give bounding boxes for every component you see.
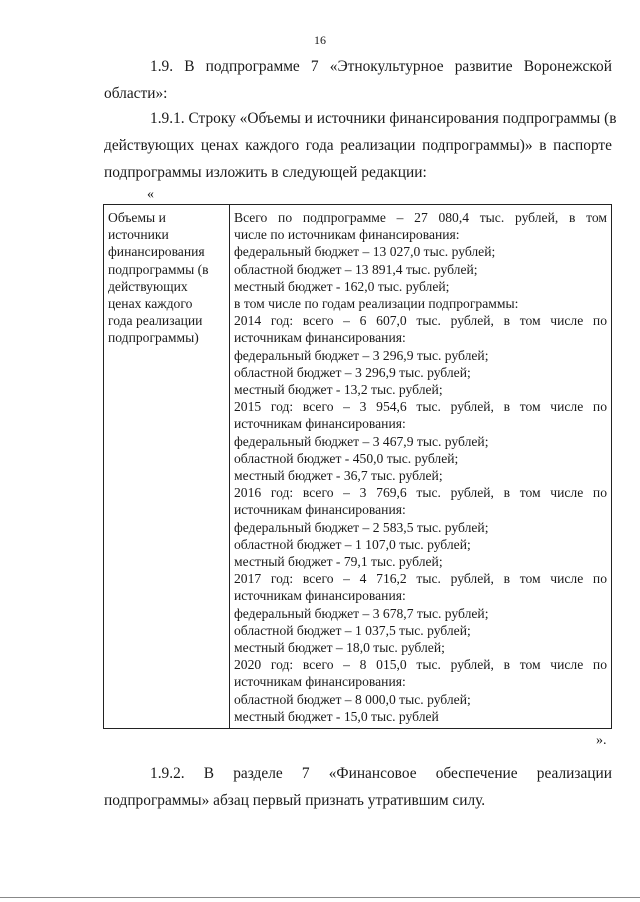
- value-line: источникам финансирования:: [234, 588, 406, 604]
- page-number: 16: [314, 33, 326, 47]
- value-line: областной бюджет – 1 037,5 тыс. рублей;: [234, 622, 471, 638]
- value-line: областной бюджет – 8 000,0 тыс. рублей;: [234, 691, 471, 707]
- label-line: подпрограммы): [108, 330, 199, 346]
- label-line: года реализации: [108, 313, 203, 329]
- value-line: местный бюджет – 18,0 тыс. рублей;: [234, 640, 445, 656]
- opening-quote-mark: «: [147, 187, 154, 202]
- paragraph-line: [104, 105, 617, 132]
- paragraph-1-9-2: [104, 760, 612, 814]
- paragraph-line: подпрограммы» абзац первый признать утратившим силу.: [104, 792, 486, 809]
- financing-table: [103, 204, 612, 729]
- value-line: областной бюджет - 450,0 тыс. рублей;: [234, 450, 459, 466]
- paragraph-line: действующих ценах каждого года реализации подпрограммы)» в паспорте: [104, 137, 612, 154]
- value-line: 2015 год: всего – 3 954,6 тыс. рублей, в том числе по: [234, 399, 607, 415]
- paragraph-text: 1.9. В подпрограмме 7 «Этнокультурное развитие Воронежской: [150, 58, 612, 75]
- value-line: областной бюджет – 13 891,4 тыс. рублей;: [234, 261, 478, 277]
- paragraph-line: области»:: [104, 85, 168, 102]
- label-line: финансирования: [108, 244, 205, 260]
- value-line: местный бюджет - 15,0 тыс. рублей: [234, 708, 439, 724]
- paragraph-1-9-1: [104, 105, 617, 186]
- value-line: 2014 год: всего – 6 607,0 тыс. рублей, в том числе по: [234, 313, 607, 329]
- value-line: местный бюджет - 13,2 тыс. рублей;: [234, 382, 443, 398]
- table-value-cell: [230, 205, 611, 728]
- value-line: Всего по подпрограмме – 27 080,4 тыс. рублей, в том: [234, 210, 607, 225]
- value-line: местный бюджет - 162,0 тыс. рублей;: [234, 278, 450, 294]
- value-line: местный бюджет - 36,7 тыс. рублей;: [234, 468, 443, 484]
- value-line: местный бюджет - 79,1 тыс. рублей;: [234, 554, 443, 570]
- page-bottom-edge: [0, 897, 640, 898]
- paragraph-1-9: [104, 53, 612, 107]
- paragraph-line: [104, 760, 612, 787]
- value-line: 2020 год: всего – 8 015,0 тыс. рублей, в том числе по: [234, 657, 607, 673]
- paragraph-text: 1.9.2. В разделе 7 «Финансовое обеспечение реализации: [150, 765, 612, 782]
- value-line: федеральный бюджет – 13 027,0 тыс. рублей;: [234, 244, 496, 260]
- value-line: источникам финансирования:: [234, 330, 406, 346]
- value-line: числе по источникам финансирования:: [234, 227, 460, 243]
- value-line: областной бюджет – 1 107,0 тыс. рублей;: [234, 536, 471, 552]
- value-line: источникам финансирования:: [234, 416, 406, 432]
- value-line: источникам финансирования:: [234, 674, 406, 690]
- value-line: федеральный бюджет – 3 296,9 тыс. рублей;: [234, 347, 489, 363]
- value-line: федеральный бюджет – 3 467,9 тыс. рублей;: [234, 433, 489, 449]
- table-label-cell: [104, 205, 230, 728]
- value-line: источникам финансирования:: [234, 502, 406, 518]
- value-line: областной бюджет – 3 296,9 тыс. рублей;: [234, 364, 471, 380]
- value-line: в том числе по годам реализации подпрограммы:: [234, 296, 519, 312]
- value-line: 2016 год: всего – 3 769,6 тыс. рублей, в том числе по: [234, 485, 607, 501]
- label-line: источники: [108, 227, 169, 243]
- paragraph-line: [104, 53, 612, 80]
- label-line: Объемы и: [108, 210, 166, 225]
- closing-quote-mark: ».: [596, 733, 607, 748]
- paragraph-line: подпрограммы изложить в следующей редакции:: [104, 164, 427, 181]
- value-line: федеральный бюджет – 2 583,5 тыс. рублей;: [234, 519, 489, 535]
- label-line: подпрограммы (в: [108, 261, 209, 277]
- label-line: действующих: [108, 278, 188, 294]
- value-line: федеральный бюджет – 3 678,7 тыс. рублей;: [234, 605, 489, 621]
- paragraph-text: 1.9.1. Строку «Объемы и источники финансирования подпрограммы (в: [150, 110, 617, 127]
- value-line: 2017 год: всего – 4 716,2 тыс. рублей, в том числе по: [234, 571, 607, 587]
- label-line: ценах каждого: [108, 296, 193, 312]
